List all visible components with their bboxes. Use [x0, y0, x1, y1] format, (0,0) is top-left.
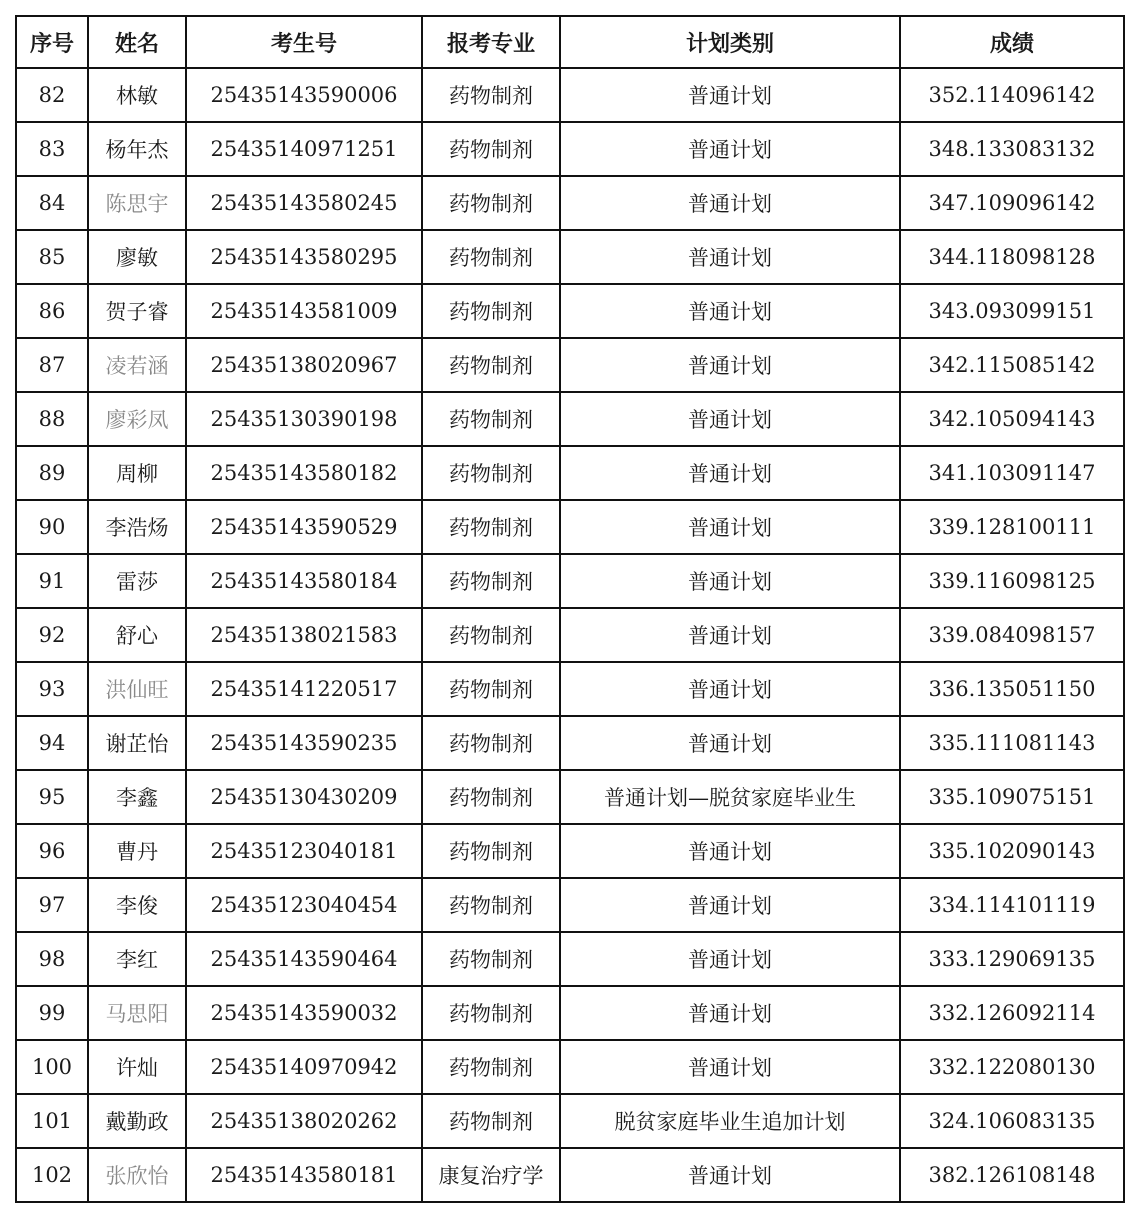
- cell-plan: 普通计划: [560, 284, 900, 338]
- cell-plan: 普通计划: [560, 986, 900, 1040]
- cell-major: 药物制剂: [422, 608, 560, 662]
- cell-name: 杨年杰: [88, 122, 186, 176]
- cell-plan: 普通计划—脱贫家庭毕业生: [560, 770, 900, 824]
- header-major: 报考专业: [422, 16, 560, 68]
- cell-exam-id: 25435143590529: [186, 500, 422, 554]
- cell-exam-id: 25435123040181: [186, 824, 422, 878]
- cell-no: 94: [16, 716, 88, 770]
- cell-score: 382.126108148: [900, 1148, 1124, 1202]
- cell-exam-id: 25435143580184: [186, 554, 422, 608]
- cell-major: 药物制剂: [422, 176, 560, 230]
- cell-score: 334.114101119: [900, 878, 1124, 932]
- cell-no: 88: [16, 392, 88, 446]
- cell-name: 贺子睿: [88, 284, 186, 338]
- cell-score: 335.111081143: [900, 716, 1124, 770]
- cell-name: 廖彩凤: [88, 392, 186, 446]
- table-row: [16, 230, 1124, 284]
- cell-exam-id: 25435143581009: [186, 284, 422, 338]
- cell-no: 95: [16, 770, 88, 824]
- table-row: [16, 68, 1124, 122]
- cell-name: 雷莎: [88, 554, 186, 608]
- table-row: [16, 1040, 1124, 1094]
- cell-name: 李红: [88, 932, 186, 986]
- header-name: 姓名: [88, 16, 186, 68]
- table-row: [16, 932, 1124, 986]
- table-row: [16, 554, 1124, 608]
- cell-score: 339.116098125: [900, 554, 1124, 608]
- cell-score: 332.126092114: [900, 986, 1124, 1040]
- cell-plan: 普通计划: [560, 1040, 900, 1094]
- table-row: [16, 662, 1124, 716]
- cell-score: 348.133083132: [900, 122, 1124, 176]
- cell-no: 83: [16, 122, 88, 176]
- cell-major: 药物制剂: [422, 500, 560, 554]
- cell-name: 李浩炀: [88, 500, 186, 554]
- cell-name: 曹丹: [88, 824, 186, 878]
- cell-score: 342.115085142: [900, 338, 1124, 392]
- cell-no: 93: [16, 662, 88, 716]
- cell-no: 89: [16, 446, 88, 500]
- cell-plan: 普通计划: [560, 122, 900, 176]
- cell-no: 90: [16, 500, 88, 554]
- cell-score: 332.122080130: [900, 1040, 1124, 1094]
- cell-score: 339.084098157: [900, 608, 1124, 662]
- cell-major: 药物制剂: [422, 770, 560, 824]
- cell-score: 347.109096142: [900, 176, 1124, 230]
- cell-name: 陈思宇: [88, 176, 186, 230]
- cell-no: 82: [16, 68, 88, 122]
- table-row: [16, 122, 1124, 176]
- table-row: [16, 284, 1124, 338]
- cell-major: 药物制剂: [422, 284, 560, 338]
- cell-name: 李鑫: [88, 770, 186, 824]
- cell-major: 药物制剂: [422, 392, 560, 446]
- table-row: [16, 824, 1124, 878]
- header-row: [16, 16, 1124, 68]
- table-row: [16, 1094, 1124, 1148]
- cell-plan: 脱贫家庭毕业生追加计划: [560, 1094, 900, 1148]
- cell-major: 药物制剂: [422, 878, 560, 932]
- cell-plan: 普通计划: [560, 716, 900, 770]
- cell-no: 84: [16, 176, 88, 230]
- cell-no: 85: [16, 230, 88, 284]
- cell-major: 药物制剂: [422, 338, 560, 392]
- cell-plan: 普通计划: [560, 878, 900, 932]
- cell-name: 谢芷怡: [88, 716, 186, 770]
- cell-no: 86: [16, 284, 88, 338]
- cell-major: 药物制剂: [422, 986, 560, 1040]
- table-row: [16, 986, 1124, 1040]
- cell-name: 周柳: [88, 446, 186, 500]
- cell-exam-id: 25435143590032: [186, 986, 422, 1040]
- cell-exam-id: 25435138020967: [186, 338, 422, 392]
- table-row: [16, 1148, 1124, 1202]
- cell-exam-id: 25435143580245: [186, 176, 422, 230]
- table-row: [16, 608, 1124, 662]
- cell-score: 344.118098128: [900, 230, 1124, 284]
- table-row: [16, 446, 1124, 500]
- cell-major: 药物制剂: [422, 554, 560, 608]
- cell-major: 药物制剂: [422, 716, 560, 770]
- cell-no: 98: [16, 932, 88, 986]
- cell-plan: 普通计划: [560, 1148, 900, 1202]
- cell-name: 洪仙旺: [88, 662, 186, 716]
- table-row: [16, 878, 1124, 932]
- cell-exam-id: 25435138020262: [186, 1094, 422, 1148]
- score-table: [15, 15, 1125, 1203]
- cell-plan: 普通计划: [560, 446, 900, 500]
- cell-exam-id: 25435130430209: [186, 770, 422, 824]
- cell-no: 100: [16, 1040, 88, 1094]
- header-no: 序号: [16, 16, 88, 68]
- cell-name: 马思阳: [88, 986, 186, 1040]
- cell-no: 101: [16, 1094, 88, 1148]
- cell-name: 凌若涵: [88, 338, 186, 392]
- cell-no: 91: [16, 554, 88, 608]
- cell-plan: 普通计划: [560, 554, 900, 608]
- cell-score: 324.106083135: [900, 1094, 1124, 1148]
- cell-exam-id: 25435143580295: [186, 230, 422, 284]
- cell-major: 药物制剂: [422, 662, 560, 716]
- cell-score: 339.128100111: [900, 500, 1124, 554]
- header-exam-id: 考生号: [186, 16, 422, 68]
- header-plan: 计划类别: [560, 16, 900, 68]
- cell-score: 335.102090143: [900, 824, 1124, 878]
- table-row: [16, 500, 1124, 554]
- cell-exam-id: 25435138021583: [186, 608, 422, 662]
- cell-major: 药物制剂: [422, 122, 560, 176]
- cell-score: 342.105094143: [900, 392, 1124, 446]
- cell-no: 87: [16, 338, 88, 392]
- cell-score: 333.129069135: [900, 932, 1124, 986]
- cell-score: 336.135051150: [900, 662, 1124, 716]
- table-row: [16, 770, 1124, 824]
- cell-exam-id: 25435140970942: [186, 1040, 422, 1094]
- cell-plan: 普通计划: [560, 824, 900, 878]
- header-score: 成绩: [900, 16, 1124, 68]
- cell-plan: 普通计划: [560, 662, 900, 716]
- cell-plan: 普通计划: [560, 932, 900, 986]
- cell-name: 廖敏: [88, 230, 186, 284]
- cell-plan: 普通计划: [560, 230, 900, 284]
- cell-major: 药物制剂: [422, 230, 560, 284]
- cell-major: 药物制剂: [422, 1094, 560, 1148]
- cell-no: 97: [16, 878, 88, 932]
- cell-name: 许灿: [88, 1040, 186, 1094]
- cell-exam-id: 25435140971251: [186, 122, 422, 176]
- cell-major: 药物制剂: [422, 1040, 560, 1094]
- cell-score: 343.093099151: [900, 284, 1124, 338]
- cell-plan: 普通计划: [560, 338, 900, 392]
- cell-exam-id: 25435143590235: [186, 716, 422, 770]
- cell-major: 康复治疗学: [422, 1148, 560, 1202]
- cell-exam-id: 25435130390198: [186, 392, 422, 446]
- cell-score: 352.114096142: [900, 68, 1124, 122]
- table-row: [16, 338, 1124, 392]
- cell-score: 341.103091147: [900, 446, 1124, 500]
- cell-exam-id: 25435143590006: [186, 68, 422, 122]
- cell-score: 335.109075151: [900, 770, 1124, 824]
- cell-exam-id: 25435143580181: [186, 1148, 422, 1202]
- cell-exam-id: 25435143580182: [186, 446, 422, 500]
- cell-no: 99: [16, 986, 88, 1040]
- cell-no: 96: [16, 824, 88, 878]
- cell-major: 药物制剂: [422, 932, 560, 986]
- cell-name: 舒心: [88, 608, 186, 662]
- cell-plan: 普通计划: [560, 392, 900, 446]
- cell-plan: 普通计划: [560, 68, 900, 122]
- cell-major: 药物制剂: [422, 68, 560, 122]
- cell-plan: 普通计划: [560, 500, 900, 554]
- cell-exam-id: 25435143590464: [186, 932, 422, 986]
- cell-major: 药物制剂: [422, 446, 560, 500]
- cell-no: 102: [16, 1148, 88, 1202]
- cell-plan: 普通计划: [560, 176, 900, 230]
- cell-major: 药物制剂: [422, 824, 560, 878]
- table-row: [16, 176, 1124, 230]
- cell-no: 92: [16, 608, 88, 662]
- cell-name: 林敏: [88, 68, 186, 122]
- cell-name: 李俊: [88, 878, 186, 932]
- cell-plan: 普通计划: [560, 608, 900, 662]
- cell-name: 张欣怡: [88, 1148, 186, 1202]
- cell-exam-id: 25435123040454: [186, 878, 422, 932]
- cell-exam-id: 25435141220517: [186, 662, 422, 716]
- table-row: [16, 716, 1124, 770]
- table-row: [16, 392, 1124, 446]
- cell-name: 戴勤政: [88, 1094, 186, 1148]
